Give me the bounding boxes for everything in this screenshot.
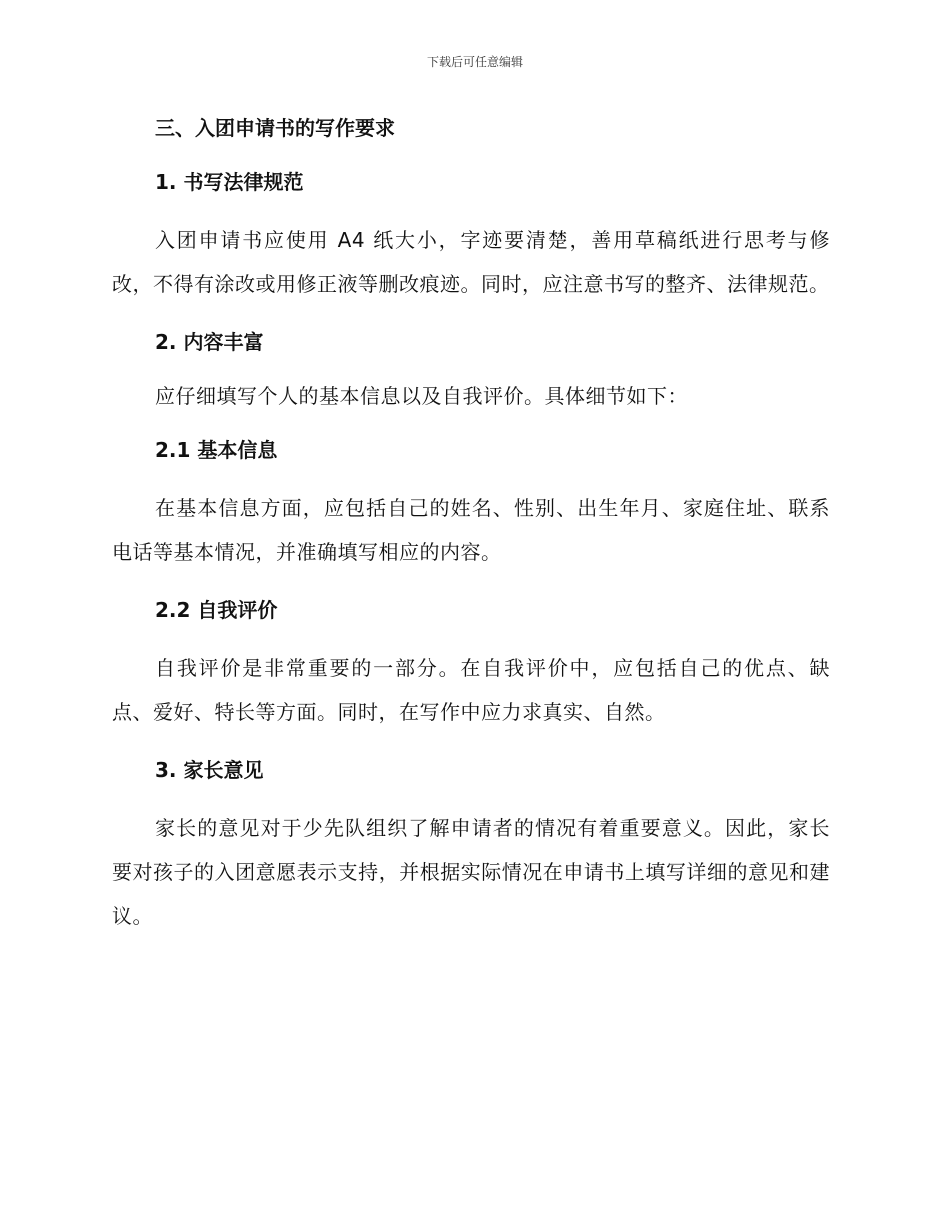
- paragraph-1: 入团申请书应使用 A4 纸大小，字迹要清楚，善用草稿纸进行思考与修改，不得有涂改或用修正液等删改痕迹。同时，应注意书写的整齐、法律规范。: [112, 228, 830, 296]
- document-body: [112, 110, 830, 956]
- paragraph-2-1: 在基本信息方面，应包括自己的姓名、性别、出生年月、家庭住址、联系电话等基本情况，并准确填写相应的内容。: [112, 496, 830, 564]
- paragraph-2-2: 自我评价是非常重要的一部分。在自我评价中，应包括自己的优点、缺点、爱好、特长等方面。同时，在写作中应力求真实、自然。: [112, 656, 830, 724]
- subsection-title-3: 3. 家长意见: [155, 758, 264, 782]
- header-note: 下载后可任意编辑: [426, 55, 523, 69]
- subsection-title-1: 1. 书写法律规范: [155, 170, 304, 194]
- subsection-title-2-2: 2.2 自我评价: [155, 598, 278, 622]
- paragraph-2: 应仔细填写个人的基本信息以及自我评价。具体细节如下：: [155, 384, 688, 408]
- subsection-title-2: 2. 内容丰富: [155, 330, 264, 354]
- paragraph-3: 家长的意见对于少先队组织了解申请者的情况有着重要意义。因此，家长要对孩子的入团意愿表示支持，并根据实际情况在申请书上填写详细的意见和建议。: [112, 816, 830, 928]
- section-title: 三、入团申请书的写作要求: [155, 116, 395, 140]
- subsection-title-2-1: 2.1 基本信息: [155, 438, 278, 462]
